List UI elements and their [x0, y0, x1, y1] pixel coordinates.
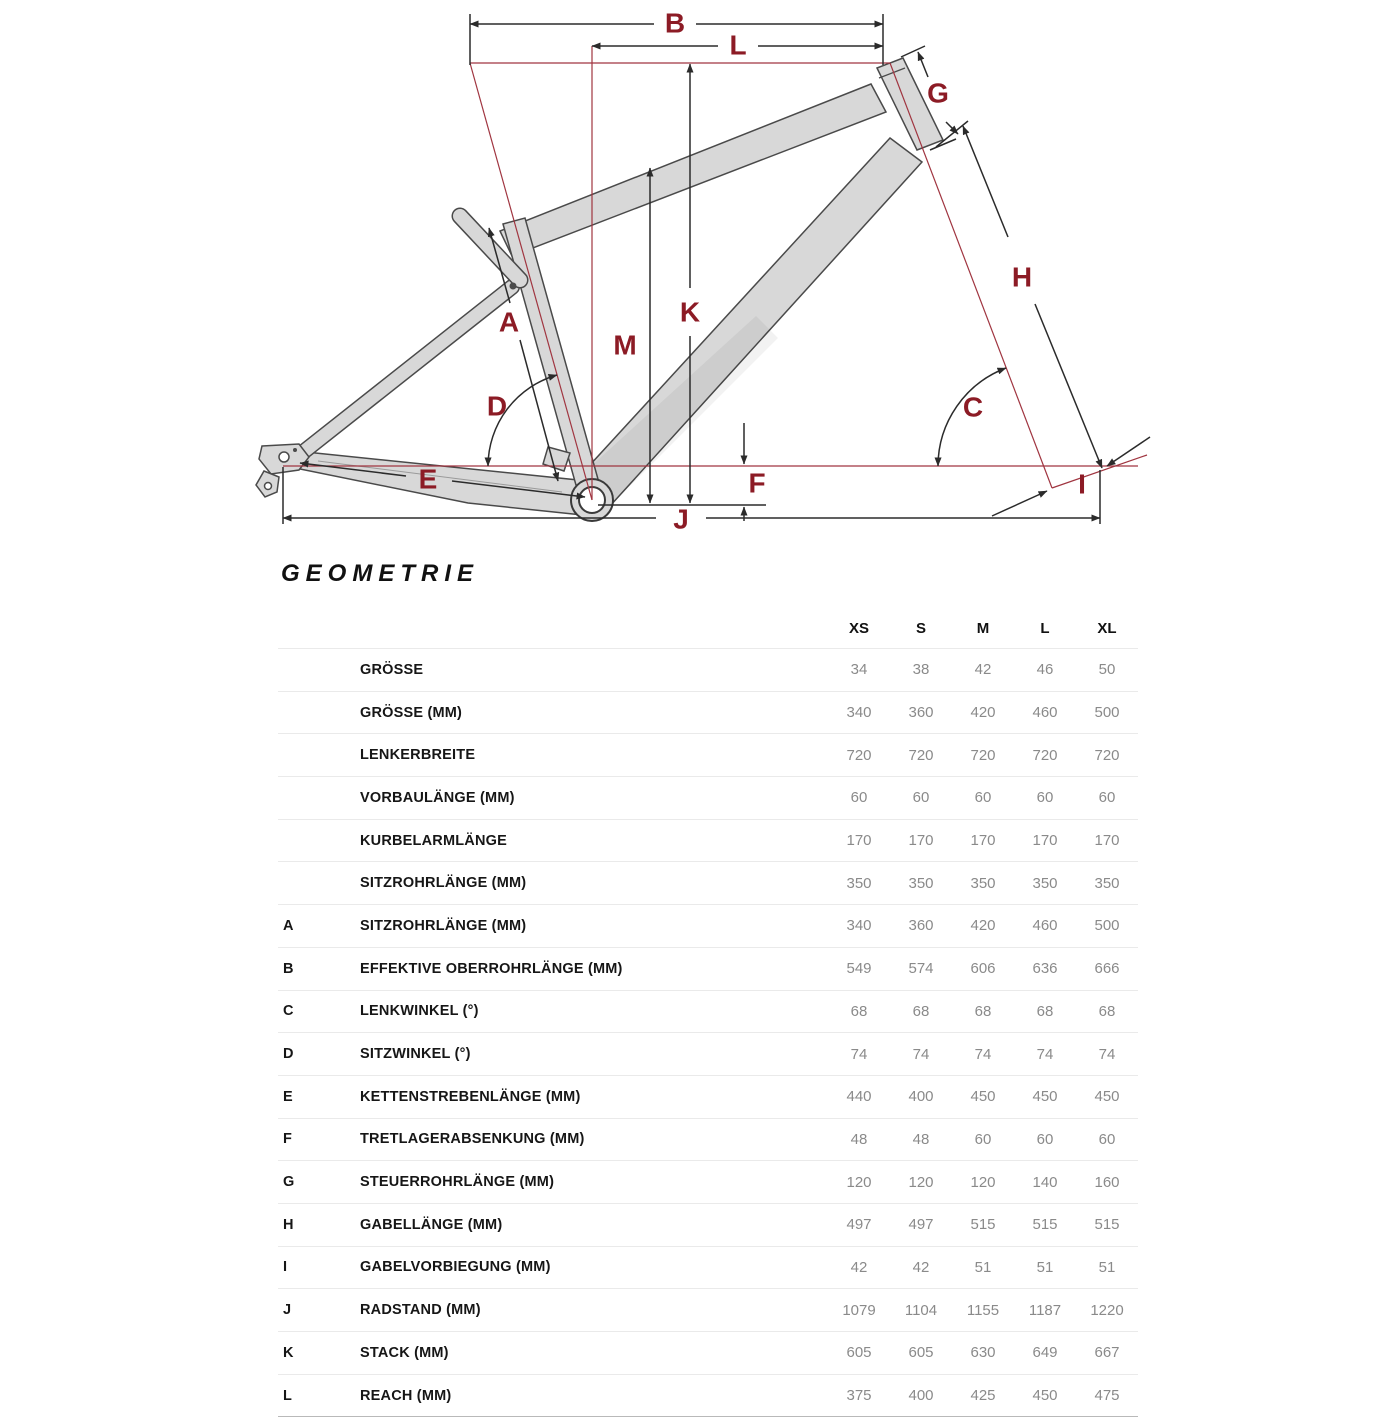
page-title: GEOMETRIE: [281, 560, 480, 587]
value-m: 42: [974, 661, 992, 679]
dimension-letter: C: [283, 1003, 294, 1020]
value-xl: 667: [1094, 1344, 1120, 1362]
value-s: 720: [908, 746, 934, 764]
dim-label-j: J: [673, 503, 689, 535]
value-s: 360: [908, 917, 934, 935]
value-m: 60: [974, 1130, 992, 1148]
value-s: 68: [912, 1002, 930, 1020]
table-row: [278, 862, 1138, 905]
dim-label-a: A: [498, 306, 520, 338]
value-xs: 68: [850, 1002, 868, 1020]
value-s: 350: [908, 874, 934, 892]
value-xs: 48: [850, 1130, 868, 1148]
dim-label-h: H: [1011, 261, 1033, 293]
value-l: 60: [1036, 789, 1054, 807]
value-l: 460: [1032, 917, 1058, 935]
row-label: TRETLAGERABSENKUNG (MM): [360, 1131, 585, 1148]
value-m: 1155: [966, 1301, 1000, 1319]
row-label: STACK (MM): [360, 1344, 449, 1361]
row-label: GRÖSSE (MM): [360, 704, 463, 721]
value-xs: 1079: [842, 1301, 876, 1319]
frame-drawing: [256, 58, 943, 521]
size-col-l: L: [1040, 619, 1050, 637]
value-xs: 34: [850, 661, 868, 679]
dim-label-m: M: [613, 329, 637, 361]
geometry-table: [278, 608, 1138, 1417]
value-xl: 160: [1094, 1173, 1120, 1191]
size-col-xl: XL: [1097, 619, 1117, 637]
table-row: [278, 1247, 1138, 1290]
value-s: 120: [908, 1173, 934, 1191]
value-xl: 1220: [1090, 1301, 1124, 1319]
dim-label-f: F: [748, 467, 766, 499]
value-xl: 500: [1094, 704, 1120, 722]
value-xl: 60: [1098, 1130, 1116, 1148]
value-s: 42: [912, 1258, 930, 1276]
row-label: RADSTAND (MM): [360, 1302, 481, 1319]
dim-I-arrow-left: [992, 491, 1047, 516]
dimension-letter: E: [283, 1088, 293, 1105]
table-row: [278, 991, 1138, 1034]
table-row: [278, 777, 1138, 820]
value-m: 60: [974, 789, 992, 807]
value-l: 74: [1036, 1045, 1054, 1063]
value-xs: 440: [846, 1088, 872, 1106]
row-label: GABELVORBIEGUNG (MM): [360, 1259, 551, 1276]
value-l: 1187: [1028, 1301, 1062, 1319]
value-s: 400: [908, 1088, 934, 1106]
value-m: 74: [974, 1045, 992, 1063]
value-l: 515: [1032, 1216, 1058, 1234]
table-header-row: [278, 608, 1138, 649]
table-row: [278, 1161, 1138, 1204]
value-xl: 515: [1094, 1216, 1120, 1234]
value-xl: 68: [1098, 1002, 1116, 1020]
table-row: [278, 1375, 1138, 1417]
value-xs: 42: [850, 1258, 868, 1276]
dim-label-e: E: [418, 463, 438, 495]
value-l: 350: [1032, 874, 1058, 892]
value-xs: 605: [846, 1344, 872, 1362]
dimension-letter: L: [283, 1387, 292, 1404]
value-l: 450: [1032, 1088, 1058, 1106]
value-xs: 340: [846, 917, 872, 935]
frame-diagram-svg: [0, 0, 1400, 555]
dim-label-l: L: [729, 29, 747, 61]
value-xs: 350: [846, 874, 872, 892]
value-l: 649: [1032, 1344, 1058, 1362]
value-xs: 340: [846, 704, 872, 722]
table-row: [278, 1033, 1138, 1076]
value-s: 605: [908, 1344, 934, 1362]
table-row: [278, 1332, 1138, 1375]
value-xs: 74: [850, 1045, 868, 1063]
row-label: SITZWINKEL (°): [360, 1046, 471, 1063]
dimension-letter: J: [283, 1302, 292, 1319]
value-m: 120: [970, 1173, 996, 1191]
dimension-letter: F: [283, 1131, 292, 1148]
table-row: [278, 1076, 1138, 1119]
value-xl: 51: [1098, 1258, 1116, 1276]
value-s: 38: [912, 661, 930, 679]
value-l: 68: [1036, 1002, 1054, 1020]
value-l: 720: [1032, 746, 1058, 764]
dim-G-line: [918, 52, 928, 77]
value-s: 360: [908, 704, 934, 722]
value-xl: 170: [1094, 832, 1120, 850]
table-row: [278, 734, 1138, 777]
size-col-m: M: [976, 619, 990, 637]
value-xl: 450: [1094, 1088, 1120, 1106]
dim-H-line: [963, 126, 1008, 237]
value-m: 51: [974, 1258, 992, 1276]
value-s: 497: [908, 1216, 934, 1234]
value-m: 606: [970, 960, 996, 978]
value-l: 51: [1036, 1258, 1054, 1276]
table-row: [278, 1289, 1138, 1332]
value-s: 60: [912, 789, 930, 807]
dim-label-d: D: [486, 390, 508, 422]
value-xl: 350: [1094, 874, 1120, 892]
row-label: KURBELARMLÄNGE: [360, 832, 507, 849]
row-label: GRÖSSE: [360, 661, 424, 678]
value-xl: 60: [1098, 789, 1116, 807]
value-xs: 497: [846, 1216, 872, 1234]
value-m: 630: [970, 1344, 996, 1362]
dimension-letter: G: [283, 1174, 295, 1191]
dim-label-b: B: [664, 7, 686, 39]
value-l: 450: [1032, 1387, 1058, 1405]
value-l: 46: [1036, 661, 1054, 679]
row-label: SITZROHRLÄNGE (MM): [360, 917, 527, 934]
dimension-letter: I: [283, 1259, 288, 1276]
value-l: 140: [1032, 1173, 1058, 1191]
seat-axis-line: [470, 63, 592, 500]
value-m: 420: [970, 704, 996, 722]
table-row: [278, 692, 1138, 735]
value-xl: 720: [1094, 746, 1120, 764]
value-xs: 720: [846, 746, 872, 764]
value-xs: 549: [846, 960, 872, 978]
value-xl: 500: [1094, 917, 1120, 935]
table-row: [278, 1204, 1138, 1247]
table-row: [278, 948, 1138, 991]
row-label: SITZROHRLÄNGE (MM): [360, 875, 527, 892]
row-label: STEUERROHRLÄNGE (MM): [360, 1174, 555, 1191]
stay-bolt: [510, 283, 517, 290]
size-col-s: S: [915, 619, 926, 637]
dim-label-k: K: [679, 296, 701, 328]
row-label: KETTENSTREBENLÄNGE (MM): [360, 1088, 581, 1105]
value-xl: 50: [1098, 661, 1116, 679]
value-s: 574: [908, 960, 934, 978]
row-label: GABELLÄNGE (MM): [360, 1216, 503, 1233]
value-l: 60: [1036, 1130, 1054, 1148]
value-m: 450: [970, 1088, 996, 1106]
row-label: REACH (MM): [360, 1387, 452, 1404]
value-xs: 375: [846, 1387, 872, 1405]
dimension-letter: H: [283, 1216, 294, 1233]
dim-label-g: G: [927, 77, 949, 109]
value-s: 1104: [904, 1301, 938, 1319]
dimension-letter: A: [283, 917, 294, 934]
value-xs: 170: [846, 832, 872, 850]
dimension-letter: K: [283, 1344, 294, 1361]
value-m: 515: [970, 1216, 996, 1234]
value-m: 420: [970, 917, 996, 935]
row-label: VORBAULÄNGE (MM): [360, 789, 515, 806]
size-col-xs: XS: [848, 619, 869, 637]
value-xs: 120: [846, 1173, 872, 1191]
row-label: LENKWINKEL (°): [360, 1003, 479, 1020]
row-label: EFFEKTIVE OBERROHRLÄNGE (MM): [360, 960, 623, 977]
table-row: [278, 820, 1138, 863]
value-s: 48: [912, 1130, 930, 1148]
value-s: 170: [908, 832, 934, 850]
value-m: 170: [970, 832, 996, 850]
value-m: 68: [974, 1002, 992, 1020]
row-label: LENKERBREITE: [360, 747, 476, 764]
value-m: 425: [970, 1387, 996, 1405]
value-xs: 60: [850, 789, 868, 807]
value-s: 74: [912, 1045, 930, 1063]
value-s: 400: [908, 1387, 934, 1405]
value-xl: 475: [1094, 1387, 1120, 1405]
dim-label-c: C: [962, 391, 984, 423]
value-m: 350: [970, 874, 996, 892]
value-xl: 666: [1094, 960, 1120, 978]
value-l: 170: [1032, 832, 1058, 850]
bike-geometry-diagram: [0, 0, 1400, 555]
dimension-letter: B: [283, 960, 294, 977]
table-row: [278, 1119, 1138, 1162]
value-m: 720: [970, 746, 996, 764]
table-row: [278, 649, 1138, 692]
value-l: 460: [1032, 704, 1058, 722]
value-xl: 74: [1098, 1045, 1116, 1063]
dimension-letter: D: [283, 1046, 294, 1063]
dim-label-i: I: [1078, 468, 1086, 500]
table-row: [278, 905, 1138, 948]
value-l: 636: [1032, 960, 1058, 978]
